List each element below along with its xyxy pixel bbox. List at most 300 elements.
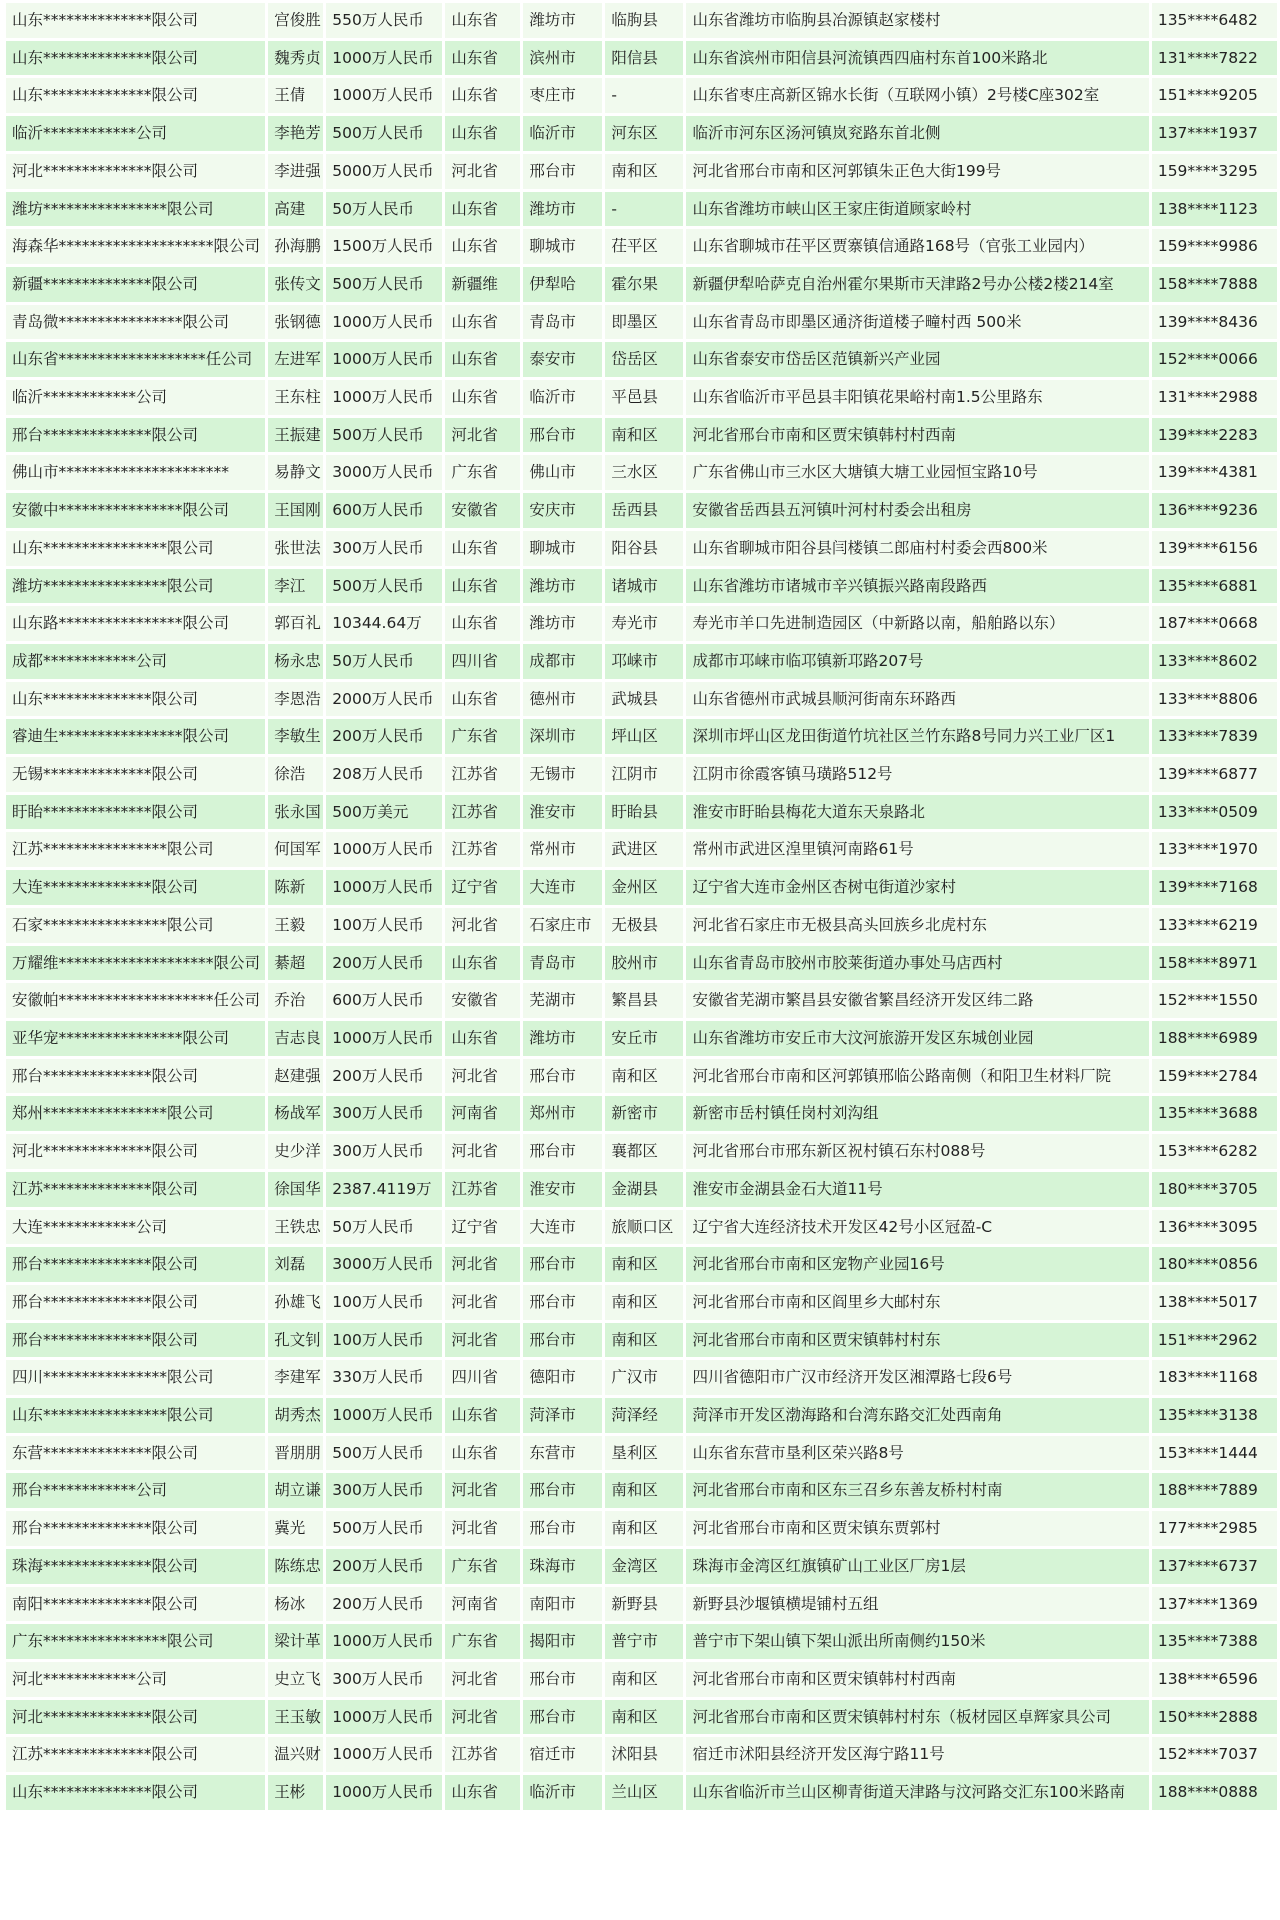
address-cell: 新野县沙堰镇横堤铺村五组 bbox=[686, 1587, 1148, 1622]
company-name-cell: 江苏**************限公司 bbox=[6, 1737, 265, 1772]
district-cell: 三水区 bbox=[605, 455, 683, 490]
table-row bbox=[6, 1360, 1277, 1395]
city-cell: 潍坊市 bbox=[523, 192, 602, 227]
registered-capital-cell: 1000万人民币 bbox=[326, 342, 442, 377]
address-cell: 山东省滨州市阳信县河流镇西四庙村东首100米路北 bbox=[686, 41, 1148, 76]
company-name-cell: 睿迪生****************限公司 bbox=[6, 719, 265, 754]
registered-capital-cell: 1000万人民币 bbox=[326, 78, 442, 113]
legal-person-cell: 何国军 bbox=[268, 832, 323, 867]
table-row bbox=[6, 493, 1277, 528]
registered-capital-cell: 1000万人民币 bbox=[326, 380, 442, 415]
address-cell: 安徽省岳西县五河镇叶河村村委会出租房 bbox=[686, 493, 1148, 528]
address-cell: 普宁市下架山镇下架山派出所南侧约150米 bbox=[686, 1624, 1148, 1659]
registered-capital-cell: 50万人民币 bbox=[326, 644, 442, 679]
district-cell: 江阴市 bbox=[605, 757, 683, 792]
registered-capital-cell: 1000万人民币 bbox=[326, 1700, 442, 1735]
city-cell: 潍坊市 bbox=[523, 606, 602, 641]
city-cell: 邢台市 bbox=[523, 1059, 602, 1094]
company-name-cell: 江苏****************限公司 bbox=[6, 832, 265, 867]
city-cell: 佛山市 bbox=[523, 455, 602, 490]
address-cell: 山东省泰安市岱岳区范镇新兴产业园 bbox=[686, 342, 1148, 377]
district-cell: 垦利区 bbox=[605, 1436, 683, 1471]
table-row bbox=[6, 380, 1277, 415]
city-cell: 潍坊市 bbox=[523, 1021, 602, 1056]
legal-person-cell: 胡秀杰 bbox=[268, 1398, 323, 1433]
phone-cell: 159****2784 bbox=[1152, 1059, 1277, 1094]
address-cell: 河北省邢台市南和区阎里乡大邮村东 bbox=[686, 1285, 1148, 1320]
phone-cell: 138****1123 bbox=[1152, 192, 1277, 227]
district-cell: 普宁市 bbox=[605, 1624, 683, 1659]
province-cell: 山东省 bbox=[445, 3, 520, 38]
phone-cell: 135****7388 bbox=[1152, 1624, 1277, 1659]
company-name-cell: 临沂************公司 bbox=[6, 116, 265, 151]
district-cell: 南和区 bbox=[605, 1059, 683, 1094]
company-name-cell: 南阳**************限公司 bbox=[6, 1587, 265, 1622]
phone-cell: 159****3295 bbox=[1152, 154, 1277, 189]
district-cell: 安丘市 bbox=[605, 1021, 683, 1056]
province-cell: 江苏省 bbox=[445, 1172, 520, 1207]
phone-cell: 151****2962 bbox=[1152, 1323, 1277, 1358]
registered-capital-cell: 2387.4119万 bbox=[326, 1172, 442, 1207]
phone-cell: 139****2283 bbox=[1152, 418, 1277, 453]
company-name-cell: 四川****************限公司 bbox=[6, 1360, 265, 1395]
district-cell: 岳西县 bbox=[605, 493, 683, 528]
phone-cell: 151****9205 bbox=[1152, 78, 1277, 113]
table-row bbox=[6, 418, 1277, 453]
address-cell: 山东省潍坊市诸城市辛兴镇振兴路南段路西 bbox=[686, 569, 1148, 604]
city-cell: 青岛市 bbox=[523, 305, 602, 340]
address-cell: 宿迁市沭阳县经济开发区海宁路11号 bbox=[686, 1737, 1148, 1772]
legal-person-cell: 易静文 bbox=[268, 455, 323, 490]
province-cell: 山东省 bbox=[445, 1398, 520, 1433]
phone-cell: 139****4381 bbox=[1152, 455, 1277, 490]
address-cell: 四川省德阳市广汉市经济开发区湘潭路七段6号 bbox=[686, 1360, 1148, 1395]
address-cell: 珠海市金湾区红旗镇矿山工业区厂房1层 bbox=[686, 1549, 1148, 1584]
registered-capital-cell: 1000万人民币 bbox=[326, 1775, 442, 1810]
address-cell: 常州市武进区湟里镇河南路61号 bbox=[686, 832, 1148, 867]
address-cell: 安徽省芜湖市繁昌县安徽省繁昌经济开发区纬二路 bbox=[686, 983, 1148, 1018]
legal-person-cell: 王国刚 bbox=[268, 493, 323, 528]
district-cell: 阳信县 bbox=[605, 41, 683, 76]
company-name-cell: 江苏**************限公司 bbox=[6, 1172, 265, 1207]
province-cell: 山东省 bbox=[445, 305, 520, 340]
address-cell: 河北省邢台市南和区宠物产业园16号 bbox=[686, 1247, 1148, 1282]
phone-cell: 135****6482 bbox=[1152, 3, 1277, 38]
province-cell: 河北省 bbox=[445, 1700, 520, 1735]
legal-person-cell: 陈新 bbox=[268, 870, 323, 905]
company-name-cell: 安徽中****************限公司 bbox=[6, 493, 265, 528]
phone-cell: 188****0888 bbox=[1152, 1775, 1277, 1810]
city-cell: 邢台市 bbox=[523, 418, 602, 453]
city-cell: 大连市 bbox=[523, 1210, 602, 1245]
address-cell: 新密市岳村镇任岗村刘沟组 bbox=[686, 1096, 1148, 1131]
registered-capital-cell: 300万人民币 bbox=[326, 1473, 442, 1508]
district-cell: 霍尔果 bbox=[605, 267, 683, 302]
district-cell: 无极县 bbox=[605, 908, 683, 943]
province-cell: 河北省 bbox=[445, 1662, 520, 1697]
province-cell: 辽宁省 bbox=[445, 1210, 520, 1245]
address-cell: 广东省佛山市三水区大塘镇大塘工业园恒宝路10号 bbox=[686, 455, 1148, 490]
phone-cell: 158****7888 bbox=[1152, 267, 1277, 302]
district-cell: 茌平区 bbox=[605, 229, 683, 264]
table-row bbox=[6, 342, 1277, 377]
company-name-cell: 邢台**************限公司 bbox=[6, 1285, 265, 1320]
district-cell: 武进区 bbox=[605, 832, 683, 867]
province-cell: 江苏省 bbox=[445, 795, 520, 830]
province-cell: 山东省 bbox=[445, 569, 520, 604]
address-cell: 江阴市徐霞客镇马璜路512号 bbox=[686, 757, 1148, 792]
legal-person-cell: 王彬 bbox=[268, 1775, 323, 1810]
company-name-cell: 盱眙**************限公司 bbox=[6, 795, 265, 830]
address-cell: 河北省石家庄市无极县高头回族乡北虎村东 bbox=[686, 908, 1148, 943]
district-cell: - bbox=[605, 78, 683, 113]
city-cell: 聊城市 bbox=[523, 229, 602, 264]
legal-person-cell: 孙海鹏 bbox=[268, 229, 323, 264]
registered-capital-cell: 50万人民币 bbox=[326, 1210, 442, 1245]
city-cell: 枣庄市 bbox=[523, 78, 602, 113]
legal-person-cell: 魏秀贞 bbox=[268, 41, 323, 76]
phone-cell: 131****7822 bbox=[1152, 41, 1277, 76]
company-name-cell: 邢台**************限公司 bbox=[6, 1059, 265, 1094]
district-cell: 南和区 bbox=[605, 154, 683, 189]
phone-cell: 159****9986 bbox=[1152, 229, 1277, 264]
registered-capital-cell: 1000万人民币 bbox=[326, 870, 442, 905]
legal-person-cell: 史少洋 bbox=[268, 1134, 323, 1169]
address-cell: 河北省邢台市南和区贾宋镇韩村村东 bbox=[686, 1323, 1148, 1358]
province-cell: 河北省 bbox=[445, 1285, 520, 1320]
table-row bbox=[6, 267, 1277, 302]
registered-capital-cell: 1000万人民币 bbox=[326, 832, 442, 867]
registered-capital-cell: 200万人民币 bbox=[326, 1549, 442, 1584]
province-cell: 四川省 bbox=[445, 644, 520, 679]
legal-person-cell: 徐国华 bbox=[268, 1172, 323, 1207]
registered-capital-cell: 500万人民币 bbox=[326, 418, 442, 453]
table-row bbox=[6, 1021, 1277, 1056]
city-cell: 伊犁哈 bbox=[523, 267, 602, 302]
registered-capital-cell: 100万人民币 bbox=[326, 1285, 442, 1320]
address-cell: 河北省邢台市南和区贾宋镇韩村村东（板材园区卓辉家具公司 bbox=[686, 1700, 1148, 1735]
legal-person-cell: 晋朋朋 bbox=[268, 1436, 323, 1471]
city-cell: 东营市 bbox=[523, 1436, 602, 1471]
table-row bbox=[6, 606, 1277, 641]
legal-person-cell: 王毅 bbox=[268, 908, 323, 943]
company-name-cell: 河北**************限公司 bbox=[6, 1700, 265, 1735]
table-row bbox=[6, 1549, 1277, 1584]
legal-person-cell: 王倩 bbox=[268, 78, 323, 113]
legal-person-cell: 王铁忠 bbox=[268, 1210, 323, 1245]
legal-person-cell: 李进强 bbox=[268, 154, 323, 189]
legal-person-cell: 李敏生 bbox=[268, 719, 323, 754]
table-row bbox=[6, 455, 1277, 490]
table-row bbox=[6, 644, 1277, 679]
district-cell: 菏泽经 bbox=[605, 1398, 683, 1433]
city-cell: 临沂市 bbox=[523, 1775, 602, 1810]
city-cell: 菏泽市 bbox=[523, 1398, 602, 1433]
address-cell: 山东省潍坊市安丘市大汶河旅游开发区东城创业园 bbox=[686, 1021, 1148, 1056]
table-row bbox=[6, 946, 1277, 981]
phone-cell: 139****6877 bbox=[1152, 757, 1277, 792]
registered-capital-cell: 1000万人民币 bbox=[326, 1021, 442, 1056]
city-cell: 潍坊市 bbox=[523, 3, 602, 38]
phone-cell: 180****3705 bbox=[1152, 1172, 1277, 1207]
phone-cell: 137****1937 bbox=[1152, 116, 1277, 151]
city-cell: 邢台市 bbox=[523, 1473, 602, 1508]
legal-person-cell: 刘磊 bbox=[268, 1247, 323, 1282]
legal-person-cell: 王东柱 bbox=[268, 380, 323, 415]
table-row bbox=[6, 1323, 1277, 1358]
address-cell: 山东省潍坊市峡山区王家庄街道顾家岭村 bbox=[686, 192, 1148, 227]
district-cell: 新野县 bbox=[605, 1587, 683, 1622]
city-cell: 临沂市 bbox=[523, 116, 602, 151]
address-cell: 山东省临沂市平邑县丰阳镇花果峪村南1.5公里路东 bbox=[686, 380, 1148, 415]
province-cell: 山东省 bbox=[445, 380, 520, 415]
legal-person-cell: 胡立谦 bbox=[268, 1473, 323, 1508]
district-cell: 繁昌县 bbox=[605, 983, 683, 1018]
phone-cell: 139****8436 bbox=[1152, 305, 1277, 340]
legal-person-cell: 王振建 bbox=[268, 418, 323, 453]
phone-cell: 133****8806 bbox=[1152, 682, 1277, 717]
district-cell: 南和区 bbox=[605, 418, 683, 453]
city-cell: 滨州市 bbox=[523, 41, 602, 76]
legal-person-cell: 冀光 bbox=[268, 1511, 323, 1546]
city-cell: 邢台市 bbox=[523, 1662, 602, 1697]
province-cell: 四川省 bbox=[445, 1360, 520, 1395]
province-cell: 江苏省 bbox=[445, 832, 520, 867]
province-cell: 山东省 bbox=[445, 946, 520, 981]
registered-capital-cell: 300万人民币 bbox=[326, 1662, 442, 1697]
company-name-cell: 郑州****************限公司 bbox=[6, 1096, 265, 1131]
registered-capital-cell: 5000万人民币 bbox=[326, 154, 442, 189]
legal-person-cell: 孔文钊 bbox=[268, 1323, 323, 1358]
city-cell: 宿迁市 bbox=[523, 1737, 602, 1772]
table-row bbox=[6, 1473, 1277, 1508]
city-cell: 珠海市 bbox=[523, 1549, 602, 1584]
table-row bbox=[6, 229, 1277, 264]
province-cell: 山东省 bbox=[445, 192, 520, 227]
registered-capital-cell: 1000万人民币 bbox=[326, 1624, 442, 1659]
company-name-cell: 广东****************限公司 bbox=[6, 1624, 265, 1659]
phone-cell: 133****8602 bbox=[1152, 644, 1277, 679]
address-cell: 河北省邢台市南和区河郭镇邢临公路南侧（和阳卫生材料厂院 bbox=[686, 1059, 1148, 1094]
phone-cell: 152****0066 bbox=[1152, 342, 1277, 377]
table-row bbox=[6, 531, 1277, 566]
registered-capital-cell: 100万人民币 bbox=[326, 908, 442, 943]
district-cell: 旅顺口区 bbox=[605, 1210, 683, 1245]
province-cell: 山东省 bbox=[445, 531, 520, 566]
table-row bbox=[6, 1398, 1277, 1433]
registered-capital-cell: 1000万人民币 bbox=[326, 1737, 442, 1772]
city-cell: 德阳市 bbox=[523, 1360, 602, 1395]
table-row bbox=[6, 983, 1277, 1018]
legal-person-cell: 陈练忠 bbox=[268, 1549, 323, 1584]
company-name-cell: 大连************公司 bbox=[6, 1210, 265, 1245]
table-row bbox=[6, 1511, 1277, 1546]
registered-capital-cell: 3000万人民币 bbox=[326, 455, 442, 490]
district-cell: 兰山区 bbox=[605, 1775, 683, 1810]
province-cell: 河北省 bbox=[445, 1323, 520, 1358]
district-cell: 坪山区 bbox=[605, 719, 683, 754]
district-cell: 南和区 bbox=[605, 1700, 683, 1735]
company-name-cell: 邢台**************限公司 bbox=[6, 1247, 265, 1282]
table-row bbox=[6, 1587, 1277, 1622]
legal-person-cell: 杨永忠 bbox=[268, 644, 323, 679]
table-row bbox=[6, 1247, 1277, 1282]
company-name-cell: 成都************公司 bbox=[6, 644, 265, 679]
company-name-cell: 河北**************限公司 bbox=[6, 1134, 265, 1169]
legal-person-cell: 赵建强 bbox=[268, 1059, 323, 1094]
company-name-cell: 佛山市********************** bbox=[6, 455, 265, 490]
registered-capital-cell: 300万人民币 bbox=[326, 1134, 442, 1169]
address-cell: 河北省邢台市南和区河郭镇朱正色大街199号 bbox=[686, 154, 1148, 189]
registered-capital-cell: 2000万人民币 bbox=[326, 682, 442, 717]
company-name-cell: 安徽帕********************任公司 bbox=[6, 983, 265, 1018]
company-name-cell: 河北**************限公司 bbox=[6, 154, 265, 189]
phone-cell: 133****1970 bbox=[1152, 832, 1277, 867]
company-name-cell: 无锡**************限公司 bbox=[6, 757, 265, 792]
province-cell: 河北省 bbox=[445, 154, 520, 189]
company-name-cell: 亚华宠****************限公司 bbox=[6, 1021, 265, 1056]
company-name-cell: 海森华********************限公司 bbox=[6, 229, 265, 264]
district-cell: 沭阳县 bbox=[605, 1737, 683, 1772]
legal-person-cell: 郭百礼 bbox=[268, 606, 323, 641]
city-cell: 安庆市 bbox=[523, 493, 602, 528]
phone-cell: 135****3688 bbox=[1152, 1096, 1277, 1131]
address-cell: 河北省邢台市南和区贾宋镇韩村村西南 bbox=[686, 1662, 1148, 1697]
city-cell: 邢台市 bbox=[523, 1247, 602, 1282]
address-cell: 深圳市坪山区龙田街道竹坑社区兰竹东路8号同力兴工业厂区1 bbox=[686, 719, 1148, 754]
table-row bbox=[6, 832, 1277, 867]
company-name-cell: 大连**************限公司 bbox=[6, 870, 265, 905]
company-name-cell: 临沂************公司 bbox=[6, 380, 265, 415]
address-cell: 山东省聊城市阳谷县闫楼镇二郎庙村村委会西800米 bbox=[686, 531, 1148, 566]
phone-cell: 188****7889 bbox=[1152, 1473, 1277, 1508]
province-cell: 河北省 bbox=[445, 418, 520, 453]
phone-cell: 153****1444 bbox=[1152, 1436, 1277, 1471]
legal-person-cell: 綦超 bbox=[268, 946, 323, 981]
district-cell: 河东区 bbox=[605, 116, 683, 151]
table-row bbox=[6, 3, 1277, 38]
table-row bbox=[6, 192, 1277, 227]
registered-capital-cell: 600万人民币 bbox=[326, 983, 442, 1018]
city-cell: 揭阳市 bbox=[523, 1624, 602, 1659]
legal-person-cell: 张传文 bbox=[268, 267, 323, 302]
district-cell: 岱岳区 bbox=[605, 342, 683, 377]
province-cell: 河北省 bbox=[445, 1473, 520, 1508]
registered-capital-cell: 200万人民币 bbox=[326, 719, 442, 754]
city-cell: 石家庄市 bbox=[523, 908, 602, 943]
district-cell: 武城县 bbox=[605, 682, 683, 717]
province-cell: 山东省 bbox=[445, 41, 520, 76]
address-cell: 成都市邛崃市临邛镇新邛路207号 bbox=[686, 644, 1148, 679]
address-cell: 山东省聊城市茌平区贾寨镇信通路168号（官张工业园内） bbox=[686, 229, 1148, 264]
registered-capital-cell: 200万人民币 bbox=[326, 946, 442, 981]
province-cell: 河南省 bbox=[445, 1587, 520, 1622]
district-cell: 金湖县 bbox=[605, 1172, 683, 1207]
city-cell: 淮安市 bbox=[523, 1172, 602, 1207]
province-cell: 安徽省 bbox=[445, 983, 520, 1018]
province-cell: 河北省 bbox=[445, 1511, 520, 1546]
company-name-cell: 山东**************限公司 bbox=[6, 682, 265, 717]
phone-cell: 183****1168 bbox=[1152, 1360, 1277, 1395]
phone-cell: 135****6881 bbox=[1152, 569, 1277, 604]
phone-cell: 139****7168 bbox=[1152, 870, 1277, 905]
district-cell: 金州区 bbox=[605, 870, 683, 905]
table-row bbox=[6, 908, 1277, 943]
district-cell: 平邑县 bbox=[605, 380, 683, 415]
table-row bbox=[6, 682, 1277, 717]
company-name-cell: 东营**************限公司 bbox=[6, 1436, 265, 1471]
address-cell: 临沂市河东区汤河镇岚兖路东首北侧 bbox=[686, 116, 1148, 151]
legal-person-cell: 温兴财 bbox=[268, 1737, 323, 1772]
district-cell: 邛崃市 bbox=[605, 644, 683, 679]
city-cell: 邢台市 bbox=[523, 1285, 602, 1320]
city-cell: 邢台市 bbox=[523, 1700, 602, 1735]
province-cell: 河北省 bbox=[445, 1134, 520, 1169]
district-cell: 寿光市 bbox=[605, 606, 683, 641]
company-name-cell: 山东省*******************任公司 bbox=[6, 342, 265, 377]
province-cell: 山东省 bbox=[445, 229, 520, 264]
legal-person-cell: 李江 bbox=[268, 569, 323, 604]
phone-cell: 139****6156 bbox=[1152, 531, 1277, 566]
registered-capital-cell: 500万人民币 bbox=[326, 267, 442, 302]
province-cell: 山东省 bbox=[445, 606, 520, 641]
district-cell: 南和区 bbox=[605, 1323, 683, 1358]
district-cell: 新密市 bbox=[605, 1096, 683, 1131]
phone-cell: 158****8971 bbox=[1152, 946, 1277, 981]
table-row bbox=[6, 1134, 1277, 1169]
district-cell: 南和区 bbox=[605, 1473, 683, 1508]
city-cell: 邢台市 bbox=[523, 154, 602, 189]
company-name-cell: 山东****************限公司 bbox=[6, 1398, 265, 1433]
phone-cell: 135****3138 bbox=[1152, 1398, 1277, 1433]
province-cell: 新疆维 bbox=[445, 267, 520, 302]
registered-capital-cell: 208万人民币 bbox=[326, 757, 442, 792]
registered-capital-cell: 3000万人民币 bbox=[326, 1247, 442, 1282]
address-cell: 新疆伊犁哈萨克自治州霍尔果斯市天津路2号办公楼2楼214室 bbox=[686, 267, 1148, 302]
company-name-cell: 邢台**************限公司 bbox=[6, 1511, 265, 1546]
table-row bbox=[6, 1775, 1277, 1810]
address-cell: 山东省德州市武城县顺河街南东环路西 bbox=[686, 682, 1148, 717]
province-cell: 安徽省 bbox=[445, 493, 520, 528]
table-row bbox=[6, 78, 1277, 113]
district-cell: 南和区 bbox=[605, 1285, 683, 1320]
table-row bbox=[6, 757, 1277, 792]
city-cell: 聊城市 bbox=[523, 531, 602, 566]
phone-cell: 136****3095 bbox=[1152, 1210, 1277, 1245]
table-row bbox=[6, 870, 1277, 905]
legal-person-cell: 杨冰 bbox=[268, 1587, 323, 1622]
province-cell: 广东省 bbox=[445, 719, 520, 754]
legal-person-cell: 李建军 bbox=[268, 1360, 323, 1395]
city-cell: 芜湖市 bbox=[523, 983, 602, 1018]
legal-person-cell: 高建 bbox=[268, 192, 323, 227]
registered-capital-cell: 500万人民币 bbox=[326, 1511, 442, 1546]
table-row bbox=[6, 1700, 1277, 1735]
legal-person-cell: 张钢德 bbox=[268, 305, 323, 340]
registered-capital-cell: 330万人民币 bbox=[326, 1360, 442, 1395]
province-cell: 山东省 bbox=[445, 116, 520, 151]
legal-person-cell: 王玉敏 bbox=[268, 1700, 323, 1735]
city-cell: 德州市 bbox=[523, 682, 602, 717]
province-cell: 江苏省 bbox=[445, 1737, 520, 1772]
table-row bbox=[6, 1737, 1277, 1772]
province-cell: 河南省 bbox=[445, 1096, 520, 1131]
province-cell: 山东省 bbox=[445, 1436, 520, 1471]
table-row bbox=[6, 1096, 1277, 1131]
phone-cell: 133****7839 bbox=[1152, 719, 1277, 754]
district-cell: 南和区 bbox=[605, 1662, 683, 1697]
table-row bbox=[6, 1436, 1277, 1471]
